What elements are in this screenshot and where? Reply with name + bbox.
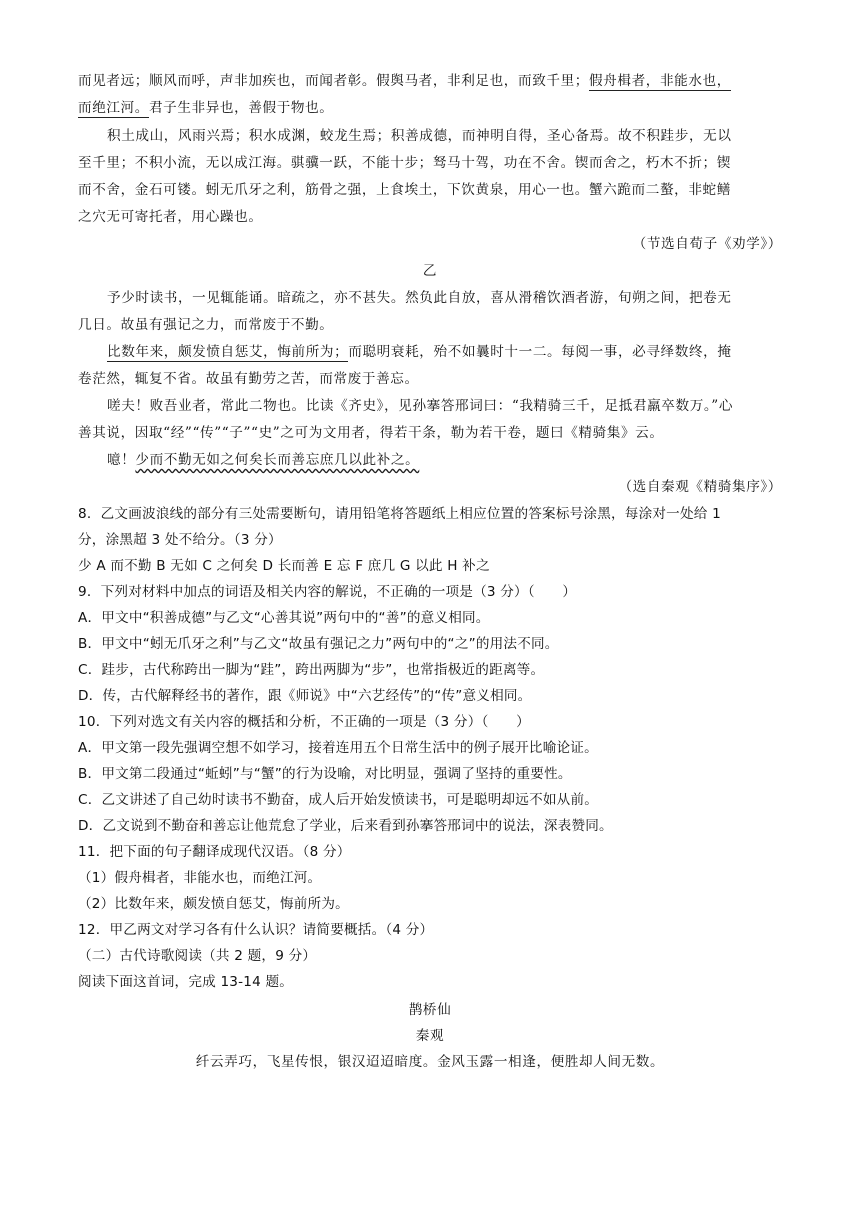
- yi-title: 乙: [422, 263, 438, 279]
- poem-title: 鹊桥仙: [408, 1002, 452, 1018]
- yi-source: （选自秦观《精骑集序》）: [618, 479, 782, 495]
- jia-underlined-sentence-end: 而绝江河。: [78, 100, 149, 116]
- jia-text: 而见者远；顺风而呼，声非加疾也，而闻者彰。假舆马者，非利足也，而致千里；: [78, 73, 589, 89]
- q8-line1: 8．乙文画波浪线的部分有三处需要断句，请用铅笔将答题纸上相应位置的答案标号涂黑，每涂对一处给 1: [78, 506, 721, 522]
- q10-option-c: C．乙文讲述了自己幼时读书不勤奋，成人后开始发愤读书，可是聪明却远不如从前。: [78, 792, 599, 808]
- yi-p4: [107, 450, 419, 470]
- poem-line-1: 纤云弄巧，飞星传恨，银汉迢迢暗度。金风玉露一相逢，便胜却人间无数。: [195, 1054, 665, 1070]
- jia-p2-line4: 之穴无可寄托者，用心躁也。: [78, 209, 263, 225]
- yi-p2-line2: 卷茫然，辄复不省。故虽有勤劳之苦，而常废于善忘。: [78, 371, 419, 387]
- yi-p3-line2: 善其说，因取“经”“传”“子”“史”之可为文用者，得若干条，勒为若干卷，题曰《精骑集》云。: [78, 425, 664, 441]
- yi-p3-line1: 嗟夫！败吾业者，常此二物也。比读《齐史》，见孙搴答邢词曰：“我精骑三千，足抵君羸卒数万。”心: [107, 398, 734, 414]
- jia-source: （节选自荀子《劝学》）: [632, 236, 782, 252]
- section-2-heading: （二）古代诗歌阅读（共 2 题，9 分）: [78, 948, 317, 964]
- q9-option-d: D．传，古代解释经书的著作，跟《师说》中“六艺经传”的“传”意义相同。: [78, 688, 532, 704]
- q10-stem: 10．下列对选文有关内容的概括和分析，不正确的一项是（3 分）（ ）: [78, 714, 530, 730]
- yi-text: 噫！: [107, 452, 136, 468]
- q12-stem: 12．甲乙两文对学习各有什么认识？请简要概括。（4 分）: [78, 922, 434, 938]
- yi-wavy-sentence: 少而不勤无如之何矣长而善忘庶几以此补之。: [135, 452, 420, 468]
- jia-p2-line2: 至千里；不积小流，无以成江海。骐骥一跃，不能十步；驽马十驾，功在不舍。锲而舍之，朽木不折；锲: [78, 155, 731, 171]
- jia-p1-line1: [78, 71, 731, 91]
- yi-p2-line1: [107, 342, 732, 362]
- section-2-intro: 阅读下面这首词，完成 13-14 题。: [78, 974, 294, 990]
- q10-option-a: A．甲文第一段先强调空想不如学习，接着连用五个日常生活中的例子展开比喻论证。: [78, 740, 598, 756]
- yi-underlined-sentence: 比数年来，颇发愤自惩艾，悔前所为；: [107, 344, 349, 360]
- q11-item-2: （2）比数年来，颇发愤自惩艾，悔前所为。: [78, 896, 349, 912]
- poem-author: 秦观: [415, 1028, 445, 1044]
- yi-p1-line1: 予少时读书，一见辄能诵。暗疏之，亦不甚失。然负此自放，喜从滑稽饮酒者游，旬朔之间，把卷无: [107, 290, 732, 306]
- yi-p1-line2: 几日。故虽有强记之力，而常废于不勤。: [78, 317, 334, 333]
- q8-line2: 分，涂黑超 3 处不给分。（3 分）: [78, 532, 282, 548]
- jia-underlined-sentence: 假舟楫者，非能水也，: [588, 73, 731, 89]
- q10-option-b: B．甲文第二段通过“蚯蚓”与“蟹”的行为设喻，对比明显，强调了坚持的重要性。: [78, 766, 572, 782]
- q9-stem: 9．下列对材料中加点的词语及相关内容的解说，不正确的一项是（3 分）（ ）: [78, 584, 577, 600]
- jia-p2-line3: 而不舍，金石可镂。蚓无爪牙之利，筋骨之强，上食埃土，下饮黄泉，用心一也。蟹六跪而二螯，非蛇鳝: [78, 182, 731, 198]
- q11-item-1: （1）假舟楫者，非能水也，而绝江河。: [78, 870, 322, 886]
- jia-p2-line1: 积土成山，风雨兴焉；积水成渊，蛟龙生焉；积善成德，而神明自得，圣心备焉。故不积跬步，无以: [107, 128, 732, 144]
- q8-options: 少 A 而不勤 B 无如 C 之何矣 D 长而善 E 忘 F 庶几 G 以此 H 补之: [78, 558, 490, 574]
- q9-option-b: B．甲文中“蚓无爪牙之利”与乙文“故虽有强记之力”两句中的“之”的用法不同。: [78, 636, 559, 652]
- q10-option-d: D．乙文说到不勤奋和善忘让他荒怠了学业，后来看到孙搴答邢词中的说法，深表赞同。: [78, 818, 613, 834]
- jia-p1-line2: [78, 98, 334, 118]
- yi-text: 而聪明衰耗，殆不如曩时十一二。每阅一事，必寻绎数终，掩: [348, 344, 732, 360]
- q11-stem: 11．把下面的句子翻译成现代汉语。（8 分）: [78, 844, 351, 860]
- q9-option-c: C．跬步，古代称跨出一脚为“跬”，跨出两脚为“步”，也常指极近的距离等。: [78, 662, 545, 678]
- q9-option-a: A．甲文中“积善成德”与乙文“心善其说”两句中的“善”的意义相同。: [78, 610, 490, 626]
- jia-text: 君子生非异也，善假于物也。: [148, 100, 334, 116]
